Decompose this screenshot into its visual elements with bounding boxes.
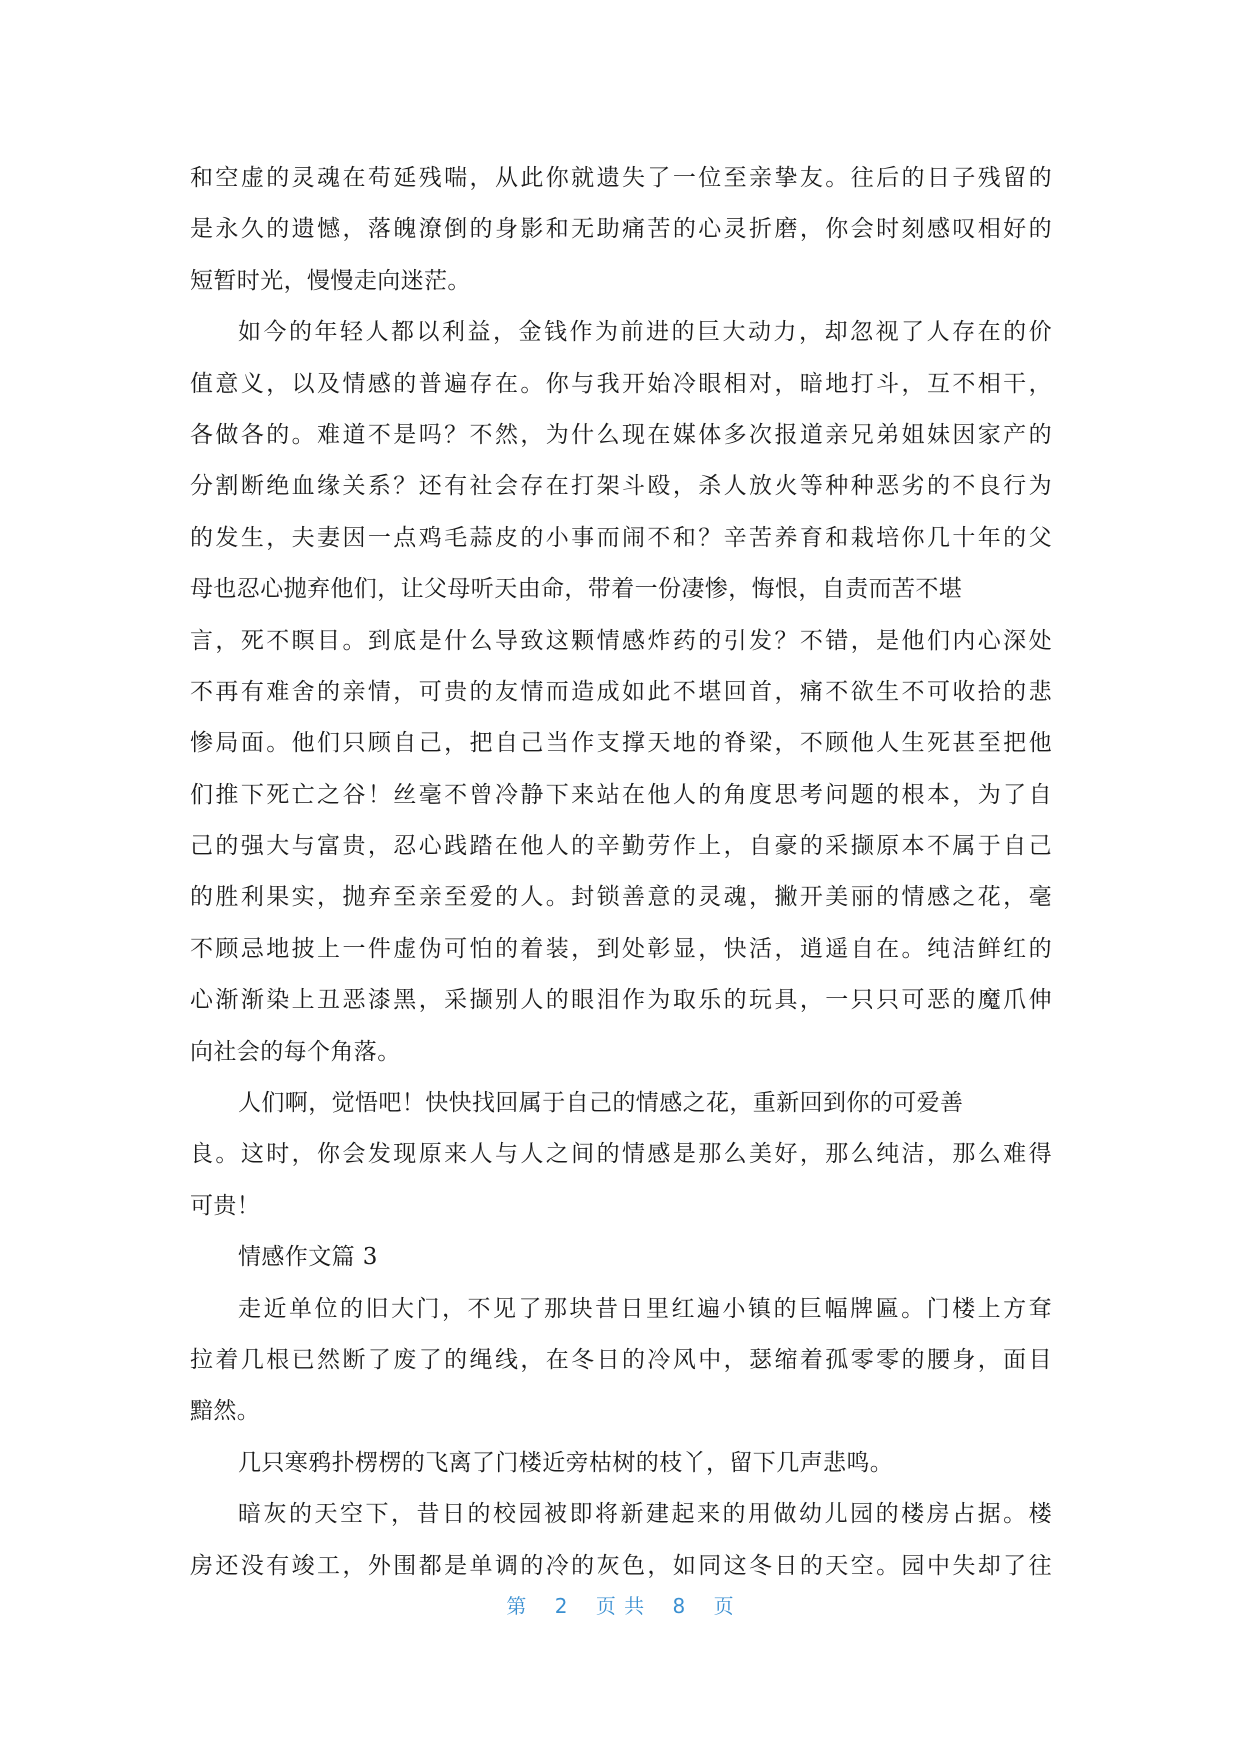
- text-line: 们推下死亡之谷！丝毫不曾冷静下来站在他人的角度思考问题的根本，为了自: [190, 781, 1052, 808]
- text-line: 不再有难舍的亲情，可贵的友情而造成如此不堪回首，痛不欲生不可收拾的悲: [190, 678, 1052, 705]
- text-line: 和空虚的灵魂在苟延残喘，从此你就遗失了一位至亲挚友。往后的日子残留的: [190, 165, 1052, 191]
- text-line: 可贵！: [190, 1192, 261, 1219]
- text-line: 的胜利果实，抛弃至亲至爱的人。封锁善意的灵魂，撇开美丽的情感之花，毫: [190, 884, 1052, 911]
- text-line: 不顾忌地披上一件虚伪可怕的着装，到处彰显，快活，逍遥自在。纯洁鲜红的: [190, 935, 1052, 962]
- text-line: 心渐渐染上丑恶漆黑，采撷别人的眼泪作为取乐的玩具，一只只可恶的魔爪伸: [190, 987, 1052, 1014]
- text-line: 母也忍心抛弃他们，让父母听天由命，带着一份凄惨，悔恨，自责而苦不堪: [190, 576, 963, 603]
- text-line: 几只寒鸦扑楞楞的飞离了门楼近旁枯树的枝丫，留下几声悲鸣。: [238, 1449, 894, 1476]
- text-line: 的发生，夫妻因一点鸡毛蒜皮的小事而闹不和？辛苦养育和栽培你几十年的父: [190, 524, 1052, 551]
- section-heading: 情感作文篇 3: [238, 1244, 378, 1271]
- text-line: 暗灰的天空下，昔日的校园被即将新建起来的用做幼儿园的楼房占据。楼: [238, 1501, 1052, 1528]
- page-footer: [0, 1590, 1241, 1619]
- footer-suffix: 页: [713, 1594, 735, 1618]
- text-line: 人们啊，觉悟吧！快快找回属于自己的情感之花，重新回到你的可爱善: [238, 1090, 964, 1117]
- text-line: 值意义，以及情感的普遍存在。你与我开始冷眼相对，暗地打斗，互不相干，: [190, 370, 1052, 397]
- total-page-count: 8: [672, 1594, 687, 1618]
- text-line: 言，死不瞑目。到底是什么导致这颗情感炸药的引发？不错，是他们内心深处: [190, 627, 1052, 654]
- text-line: 分割断绝血缘关系？还有社会存在打架斗殴，杀人放火等种种恶劣的不良行为: [190, 473, 1052, 500]
- body-text: [190, 153, 1052, 1592]
- text-line: 如今的年轻人都以利益，金钱作为前进的巨大动力，却忽视了人存在的价: [238, 319, 1052, 346]
- text-line: 各做各的。难道不是吗？不然，为什么现在媒体多次报道亲兄弟姐妹因家产的: [190, 421, 1052, 448]
- current-page-number: 2: [554, 1594, 569, 1618]
- text-line: 黯然。: [190, 1398, 261, 1425]
- text-line: 良。这时，你会发现原来人与人之间的情感是那么美好，那么纯洁，那么难得: [190, 1141, 1052, 1168]
- footer-prefix: 第: [506, 1594, 528, 1618]
- text-line: 己的强大与富贵，忍心践踏在他人的辛勤劳作上，自豪的采撷原本不属于自己: [190, 833, 1052, 860]
- text-line: 房还没有竣工，外围都是单调的冷的灰色，如同这冬日的天空。园中失却了往: [190, 1552, 1052, 1579]
- text-line: 短暂时光，慢慢走向迷茫。: [190, 267, 471, 294]
- text-line: 是永久的遗憾，落魄潦倒的身影和无助痛苦的心灵折磨，你会时刻感叹相好的: [190, 216, 1052, 243]
- footer-middle: 页 共: [595, 1594, 646, 1618]
- text-line: 向社会的每个角落。: [190, 1038, 401, 1065]
- text-line: 惨局面。他们只顾自己，把自己当作支撑天地的脊梁，不顾他人生死甚至把他: [190, 730, 1052, 757]
- text-line: 拉着几根已然断了废了的绳线，在冬日的冷风中，瑟缩着孤零零的腰身，面目: [190, 1346, 1052, 1373]
- text-line: 走近单位的旧大门，不见了那块昔日里红遍小镇的巨幅牌匾。门楼上方耷: [238, 1295, 1052, 1322]
